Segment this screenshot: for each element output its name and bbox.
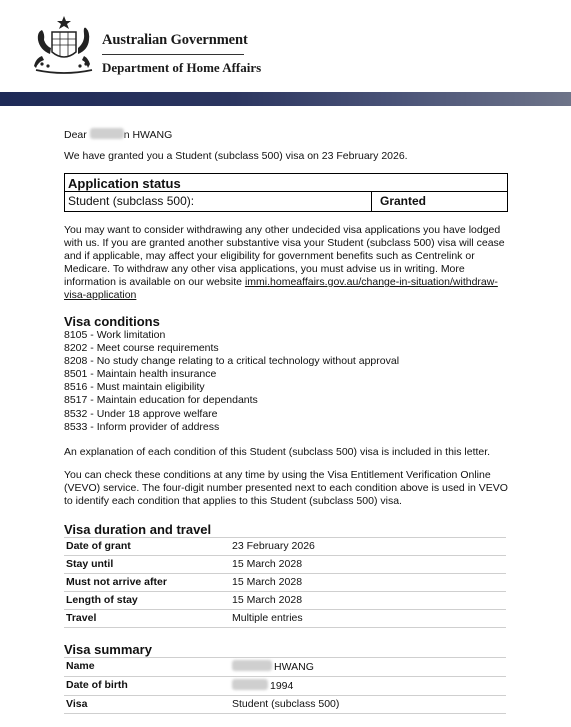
condition-item: 8532 - Under 18 approve welfare: [64, 407, 218, 420]
grant-intro: We have granted you a Student (subclass 500) visa on 23 February 2026.: [64, 150, 408, 162]
row-value: [230, 676, 506, 695]
row-value-text: 15 March 2028: [232, 575, 303, 588]
summary-heading: Visa summary: [64, 641, 152, 657]
application-status-box: [64, 173, 508, 212]
letterhead-bar: [0, 92, 571, 106]
recipient-surname: n HWANG: [123, 129, 173, 141]
letterhead-divider: [102, 54, 244, 55]
row-value: [230, 657, 506, 676]
conditions-list: [64, 329, 509, 434]
row-label: Name: [64, 657, 230, 676]
row-label: Visa: [64, 695, 230, 713]
condition-item: 8517 - Maintain education for dependants: [64, 394, 258, 407]
withdraw-link[interactable]: immi.homeaffairs.gov.au/change-in-situation/withdraw-visa-application: [64, 276, 498, 301]
coat-of-arms-icon: [28, 14, 100, 76]
redacted-given-name: [90, 128, 124, 139]
condition-item: 8533 - Inform provider of address: [64, 420, 220, 433]
row-value-text: 1994: [270, 679, 294, 692]
row-value-text: HWANG: [274, 660, 314, 673]
status-label: Student (subclass 500):: [65, 192, 372, 211]
letter-body: [64, 128, 509, 714]
department-name: Department of Home Affairs: [102, 60, 262, 75]
table-row: [64, 537, 506, 555]
withdraw-text: You may want to consider withdrawing any other undecided visa applications you have lodged with us. If you are granted another substantive visa your Student (subclass 500) visa will cease and if applicable, may affect your eligibility for government benefits such as Centrelink or Medicare. To withdraw any other visa applications, you must advise us in writing. More information is available on our website: [64, 224, 505, 288]
row-value: [230, 609, 506, 627]
table-row: [64, 555, 506, 573]
condition-item: 8516 - Must maintain eligibility: [64, 381, 205, 394]
letterhead: [0, 0, 571, 92]
row-label: Travel: [64, 609, 230, 627]
table-row: [64, 591, 506, 609]
table-row: [64, 676, 506, 695]
row-label: Stay until: [64, 555, 230, 573]
conditions-heading: Visa conditions: [64, 314, 160, 329]
table-row: [64, 695, 506, 713]
condition-item: 8202 - Meet course requirements: [64, 342, 219, 355]
row-value-text: 15 March 2028: [232, 557, 303, 570]
conditions-explanation: An explanation of each condition of this Student (subclass 500) visa is included in this letter.: [64, 445, 491, 458]
row-value: [230, 537, 506, 555]
row-value: [230, 573, 506, 591]
redacted-value: [232, 679, 268, 690]
salutation: [64, 128, 509, 142]
table-row: [64, 573, 506, 591]
table-row: [64, 657, 506, 676]
status-heading: Application status: [65, 174, 507, 192]
row-label: Date of grant: [64, 537, 230, 555]
row-label: Must not arrive after: [64, 573, 230, 591]
duration-heading: Visa duration and travel: [64, 521, 212, 537]
vevo-paragraph: You can check these conditions at any time by using the Visa Entitlement Verification Online (VEVO) service. The four-digit number presented next to each condition above is used in VEVO to identify each condition that applies to this Student (subclass 500) visa.: [64, 468, 508, 507]
salutation-text: Dear: [64, 129, 87, 141]
condition-item: 8208 - No study change relating to a critical technology without approval: [64, 355, 400, 368]
condition-item: 8105 - Work limitation: [64, 329, 166, 341]
row-value: [230, 555, 506, 573]
row-value-text: 15 March 2028: [232, 593, 303, 606]
table-row: [64, 609, 506, 627]
summary-table: [64, 657, 506, 714]
duration-table: [64, 537, 506, 628]
status-value: Granted: [380, 194, 427, 208]
row-label: Length of stay: [64, 591, 230, 609]
government-name: Australian Government: [102, 32, 248, 48]
row-value: [230, 695, 506, 713]
redacted-value: [232, 660, 272, 671]
row-value-text: 23 February 2026: [232, 539, 315, 552]
withdraw-paragraph: [64, 224, 509, 302]
row-value-text: Multiple entries: [232, 611, 303, 624]
row-value: [230, 591, 506, 609]
condition-item: 8501 - Maintain health insurance: [64, 368, 217, 381]
row-label: Date of birth: [64, 676, 230, 695]
status-row: [65, 192, 507, 211]
row-value-text: Student (subclass 500): [232, 697, 340, 710]
